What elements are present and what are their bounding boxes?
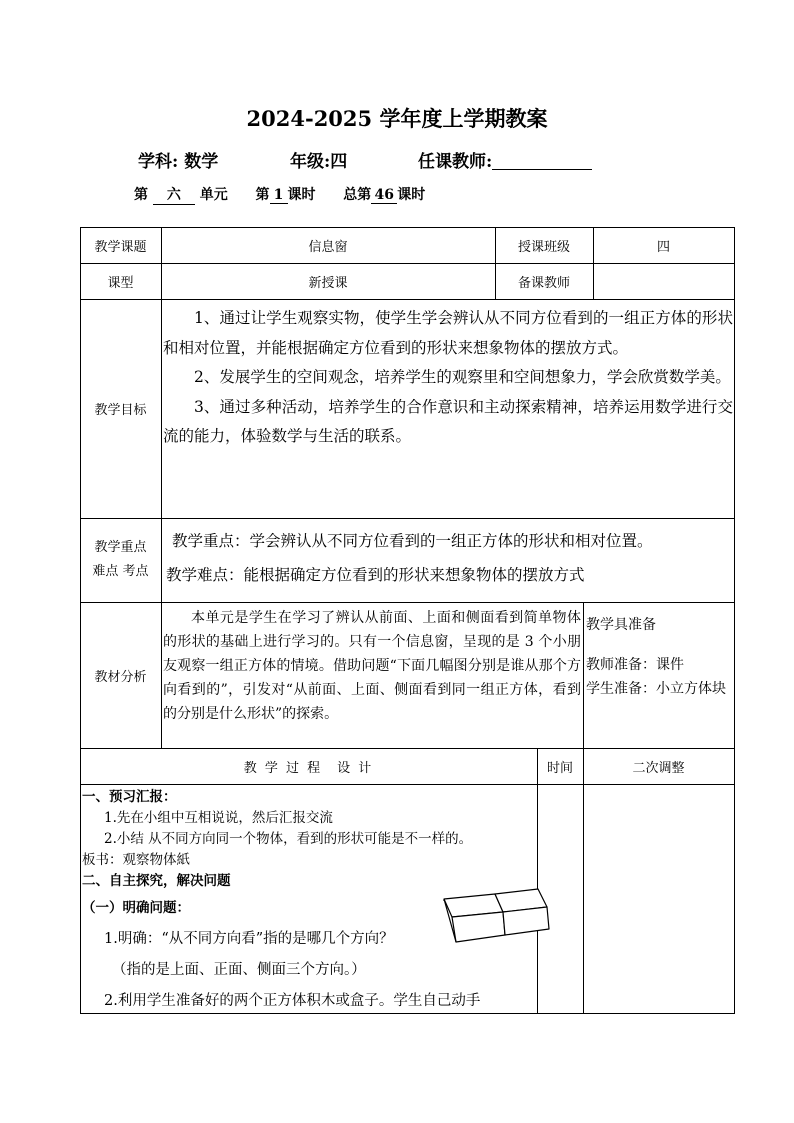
class-label: 授课班级: [517, 239, 570, 255]
topic-value: 信息窗: [308, 239, 348, 255]
lesson-label: 课时: [287, 187, 316, 203]
key-point: 教学重点：学会辨认从不同方位看到的一组正方体的形状和相对位置。: [172, 532, 653, 550]
total-label: 课时: [397, 187, 426, 203]
lesson-line: [134, 184, 425, 205]
lesson-prefix: 第: [255, 187, 270, 203]
key-points-label: [80, 518, 161, 602]
process-header: 教 学 过 程 设 计: [243, 760, 374, 776]
analysis-text: [163, 606, 581, 726]
teacher-blank: [492, 153, 592, 170]
unit-value: 六: [153, 184, 195, 205]
objective-item: 2、发展学生的空间观念，培养学生的观察里和空间想象力，学会欣赏数学美。: [194, 368, 731, 386]
key-label-line2: 难点 考点: [92, 564, 149, 579]
objective-item: 3、通过多种活动，培养学生的合作意识和主动探索精神，培养运用数学进行交流的能力，体验数学与生活的联系。: [163, 397, 733, 445]
unit-label: 单元: [199, 187, 228, 203]
topic-label: 教学课题: [94, 239, 147, 255]
type-value: 新授课: [308, 275, 348, 291]
section-2-title: 二、自主探究，解决问题: [82, 873, 231, 889]
teacher-label: 任课教师:: [418, 152, 493, 172]
key-label-line1: 教学重点: [94, 540, 147, 555]
objectives-label: 教学目标: [94, 403, 147, 418]
section-1-item: 1.先在小组中互相说说，然后汇报交流: [104, 810, 333, 826]
adjust-header: 二次调整: [632, 760, 685, 776]
materials-label: 教学具准备: [586, 617, 656, 633]
materials-block: [586, 613, 734, 701]
teacher-field: [418, 147, 592, 172]
section-1-title: 一、预习汇报：: [82, 789, 177, 805]
lesson-plan-table: [80, 227, 735, 1014]
subject-label: 学科:: [138, 152, 179, 172]
answer-1: （指的是上面、正面、侧面三个方向。）: [112, 962, 366, 978]
document-title: 2024-2025 学年度上学期教案: [246, 106, 548, 131]
question-1: 1.明确：“从不同方向看”指的是哪几个方向？: [104, 931, 394, 947]
section-1-item: 2.小结 从不同方向同一个物体，看到的形状可能是不一样的。: [104, 831, 473, 847]
class-value: 四: [656, 239, 670, 255]
lesson-value: 1: [270, 187, 288, 204]
two-cubes-illustration: [439, 879, 554, 947]
total-prefix: 总第: [343, 187, 372, 203]
grade-field: [290, 147, 347, 172]
total-value: 46: [371, 187, 397, 204]
analysis-paragraph: 本单元是学生在学习了辨认从前面、上面和侧面看到简单物体的形状的基础上进行学习的。只有一个信息窗，呈现的是 3 个小朋友观察一组正方体的情境。借助问题“下面几幅图分别是谁从那个方向看到的”，引发对“从前面、上面、侧面看到同一组正方体，看到的分别是什么形状”的探索。: [163, 610, 581, 722]
objectives-text: [163, 304, 733, 452]
subject-value: 数学: [184, 152, 219, 172]
unit-prefix: 第: [134, 187, 148, 203]
difficulty-point: 教学难点：能根据确定方位看到的形状来想象物体的摆放方式: [166, 566, 585, 584]
analysis-label: 教材分析: [94, 669, 147, 685]
prep-teacher-value: [593, 263, 734, 299]
grade-label: 年级:: [290, 152, 331, 172]
materials-student: 学生准备：小立方体块: [586, 681, 726, 697]
objective-item: 1、通过让学生观察实物，使学生学会辨认从不同方位看到的一组正方体的形状和相对位置，并能根据确定方位看到的形状来想象物体的摆放方式。: [163, 309, 733, 357]
key-points-text: [166, 524, 736, 592]
materials-teacher: 教师准备：课件: [586, 657, 684, 673]
prep-teacher-label: 备课教师: [517, 275, 570, 291]
section-2-subtitle: （一）明确问题：: [82, 900, 190, 916]
type-label: 课型: [107, 275, 134, 291]
time-header: 时间: [546, 760, 573, 776]
question-2: 2.利用学生准备好的两个正方体积木或盒子。学生自己动手: [104, 993, 481, 1009]
grade-value: 四: [330, 152, 348, 172]
subject-field: [138, 147, 218, 172]
board-note: 板书：观察物体紙: [82, 852, 190, 868]
